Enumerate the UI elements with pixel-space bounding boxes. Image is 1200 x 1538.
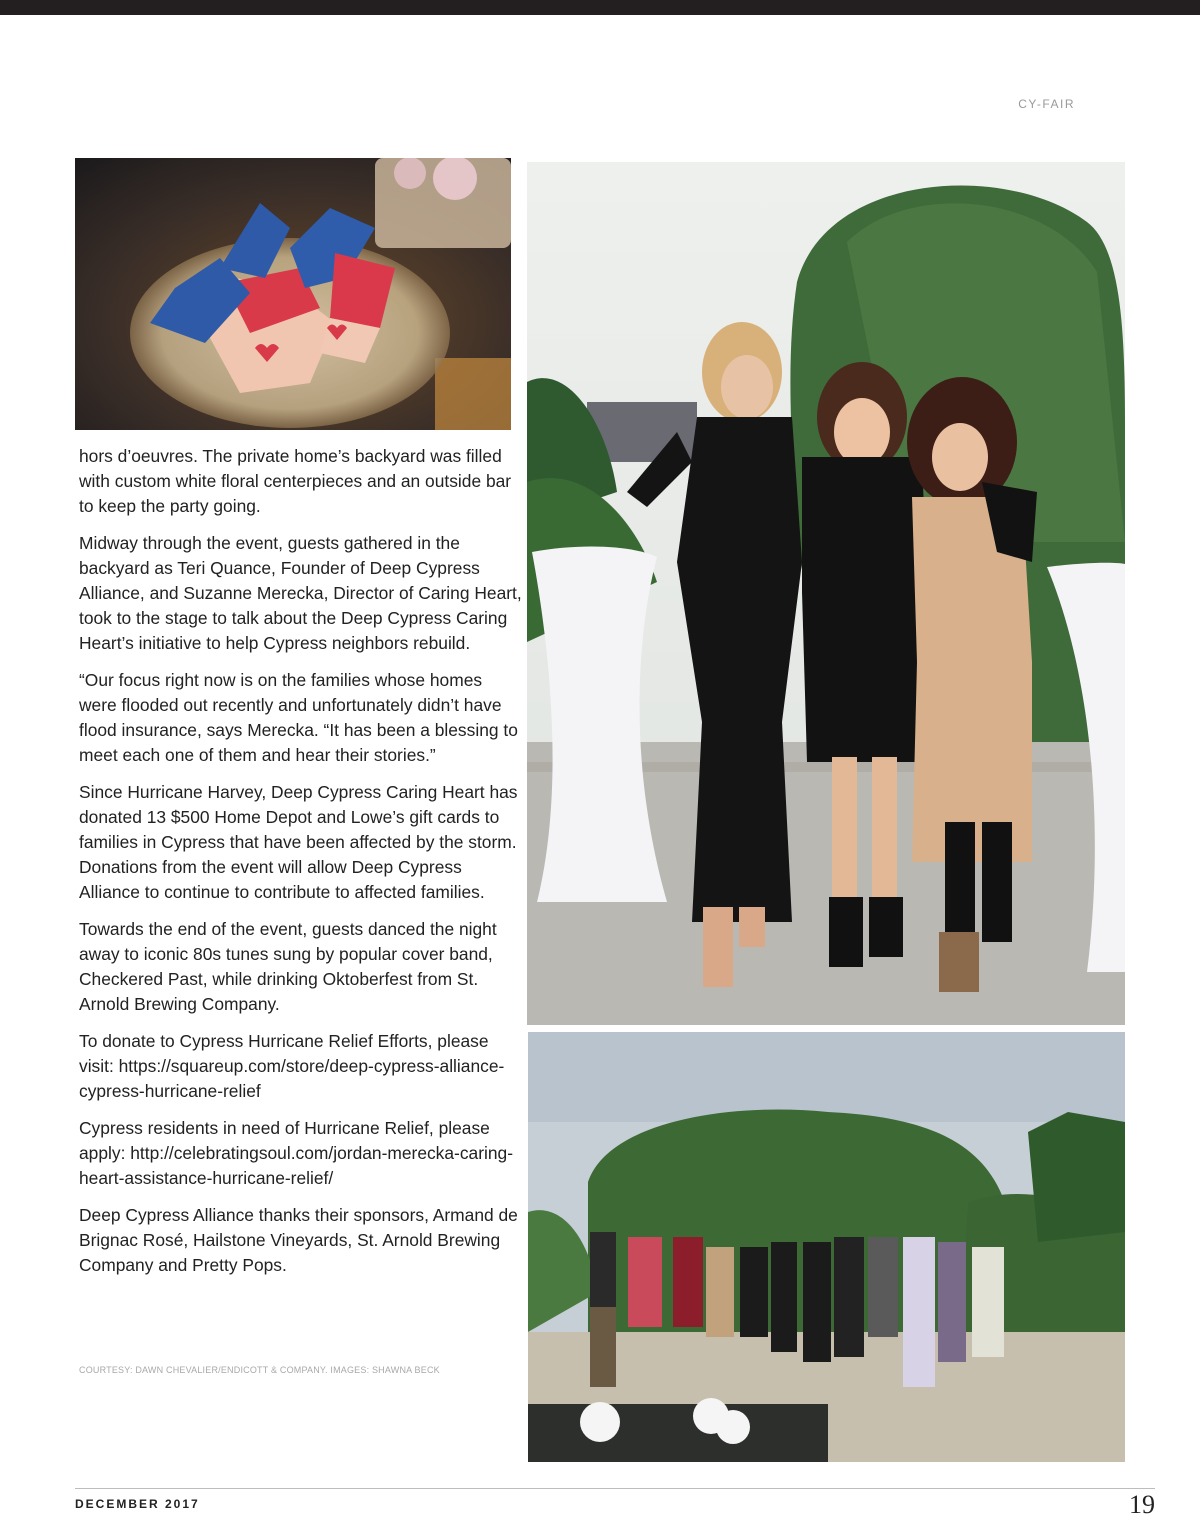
group-photo	[528, 1032, 1125, 1462]
paragraph: Towards the end of the event, guests danced the night away to iconic 80s tunes sung by popular cover band, Checkered Past, while drinking Oktoberfest from St. Arnold Brewing Company.	[79, 919, 497, 1014]
paragraph: Since Hurricane Harvey, Deep Cypress Caring Heart has donated 13 $500 Home Depot and Lowe’s gift cards to families in Cypress that have been affected by the storm. Donations from the event will allow Deep Cypress Alliance to continue to contribute to affected families.	[79, 782, 518, 902]
paragraph: hors d’oeuvres. The private home’s backyard was filled with custom white floral centerpieces and an outside bar to keep the party going.	[79, 446, 512, 516]
footer-rule	[75, 1488, 1155, 1489]
women-photo	[527, 162, 1125, 1025]
footer-date: DECEMBER 2017	[75, 1497, 200, 1511]
paragraph: Cypress residents in need of Hurricane Relief, please apply: http://celebratingsoul.com/jordan-merecka-caring-heart-assistance-hurricane-relief/	[79, 1118, 514, 1188]
page-number: 19	[1129, 1490, 1155, 1519]
cookie-photo	[75, 158, 511, 430]
article-body	[79, 444, 524, 1290]
paragraph: Midway through the event, guests gathered in the backyard as Teri Quance, Founder of Deep Cypress Alliance, and Suzanne Merecka, Director of Caring Heart, took to the stage to talk about the Deep Cypress Caring Heart’s initiative to help Cypress neighbors rebuild.	[79, 533, 522, 653]
top-bar	[0, 0, 1200, 15]
photo-credit: COURTESY: DAWN CHEVALIER/ENDICOTT & COMPANY. IMAGES: SHAWNA BECK	[79, 1365, 440, 1375]
paragraph: “Our focus right now is on the families whose homes were flooded out recently and unfortunately didn’t have flood insurance, says Merecka. “It has been a blessing to meet each one of them and hear their stories.”	[79, 670, 518, 765]
paragraph: To donate to Cypress Hurricane Relief Efforts, please visit: https://squareup.com/store/deep-cypress-alliance-cypress-hurricane-relief	[79, 1031, 505, 1101]
paragraph: Deep Cypress Alliance thanks their sponsors, Armand de Brignac Rosé, Hailstone Vineyards, St. Arnold Brewing Company and Pretty Pops.	[79, 1205, 518, 1275]
section-label: CY-FAIR	[1018, 97, 1075, 111]
